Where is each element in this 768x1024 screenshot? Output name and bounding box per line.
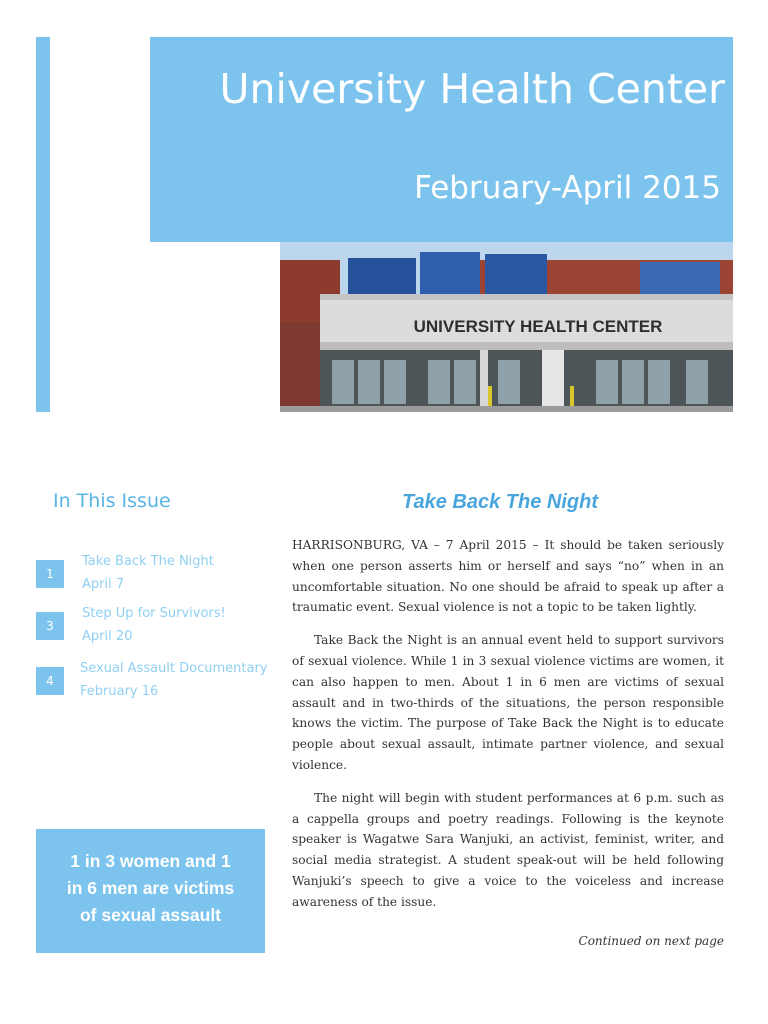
health-center-illustration xyxy=(280,242,733,412)
callout-line-3: of sexual assault xyxy=(79,905,222,925)
toc-title[interactable]: Sexual Assault Documentary xyxy=(80,661,268,676)
issue-dates: February-April 2015 xyxy=(414,170,721,206)
article-paragraph: HARRISONBURG, VA – 7 April 2015 – It should be taken seriously when one person asserts him or herself and says “no” when in an uncomfortable situation. No one should be afraid to speak up after a traumatic event. Sexual violence is not a topic to be taken lightly. xyxy=(292,538,724,615)
toc-title[interactable]: Take Back The Night xyxy=(82,554,214,569)
toc-text xyxy=(82,602,226,648)
article-title: Take Back The Night xyxy=(402,491,598,513)
toc-page-number: 1 xyxy=(36,560,64,588)
article-paragraph: Take Back the Night is an annual event held to support survivors of sexual violence. While 1 in 3 sexual violence victims are women, it can also happen to men. About 1 in 6 men are victims of sexual assault and in two-thirds of the situations, the person responsible knows the victim. The purpose of Take Back the Night is to educate people about sexual assault, intimate partner violence, and sexual violence. xyxy=(292,633,724,772)
side-accent-bar xyxy=(36,37,50,412)
toc-text xyxy=(80,657,268,703)
in-this-issue-heading: In This Issue xyxy=(53,490,171,512)
callout-line-1: 1 in 3 women and 1 xyxy=(70,851,231,871)
toc-date: February 16 xyxy=(80,684,159,699)
callout-line-2: in 6 men are victims xyxy=(66,878,235,898)
health-center-photo xyxy=(280,242,733,412)
statistic-callout xyxy=(36,829,265,953)
toc-page-number: 3 xyxy=(36,612,64,640)
toc-date: April 7 xyxy=(82,577,125,592)
toc-title[interactable]: Step Up for Survivors! xyxy=(82,606,226,621)
newsletter-title: University Health Center xyxy=(219,65,725,113)
continued-note: Continued on next page xyxy=(578,934,724,948)
toc-text xyxy=(82,550,214,596)
masthead xyxy=(150,37,733,242)
article-paragraph: The night will begin with student performances at 6 p.m. such as a cappella groups and poetry readings. Following is the keynote speaker is Wagatwe Sara Wanjuki, an activist, feminist, writer, and social media strategist. A student speak-out will be held following Wanjuki’s speech to give a voice to the voiceless and increase awareness of the issue. xyxy=(292,790,724,909)
building-sign: UNIVERSITY HEALTH CENTER xyxy=(413,317,663,336)
article-body xyxy=(292,535,724,925)
toc-date: April 20 xyxy=(82,629,133,644)
toc-page-number: 4 xyxy=(36,667,64,695)
